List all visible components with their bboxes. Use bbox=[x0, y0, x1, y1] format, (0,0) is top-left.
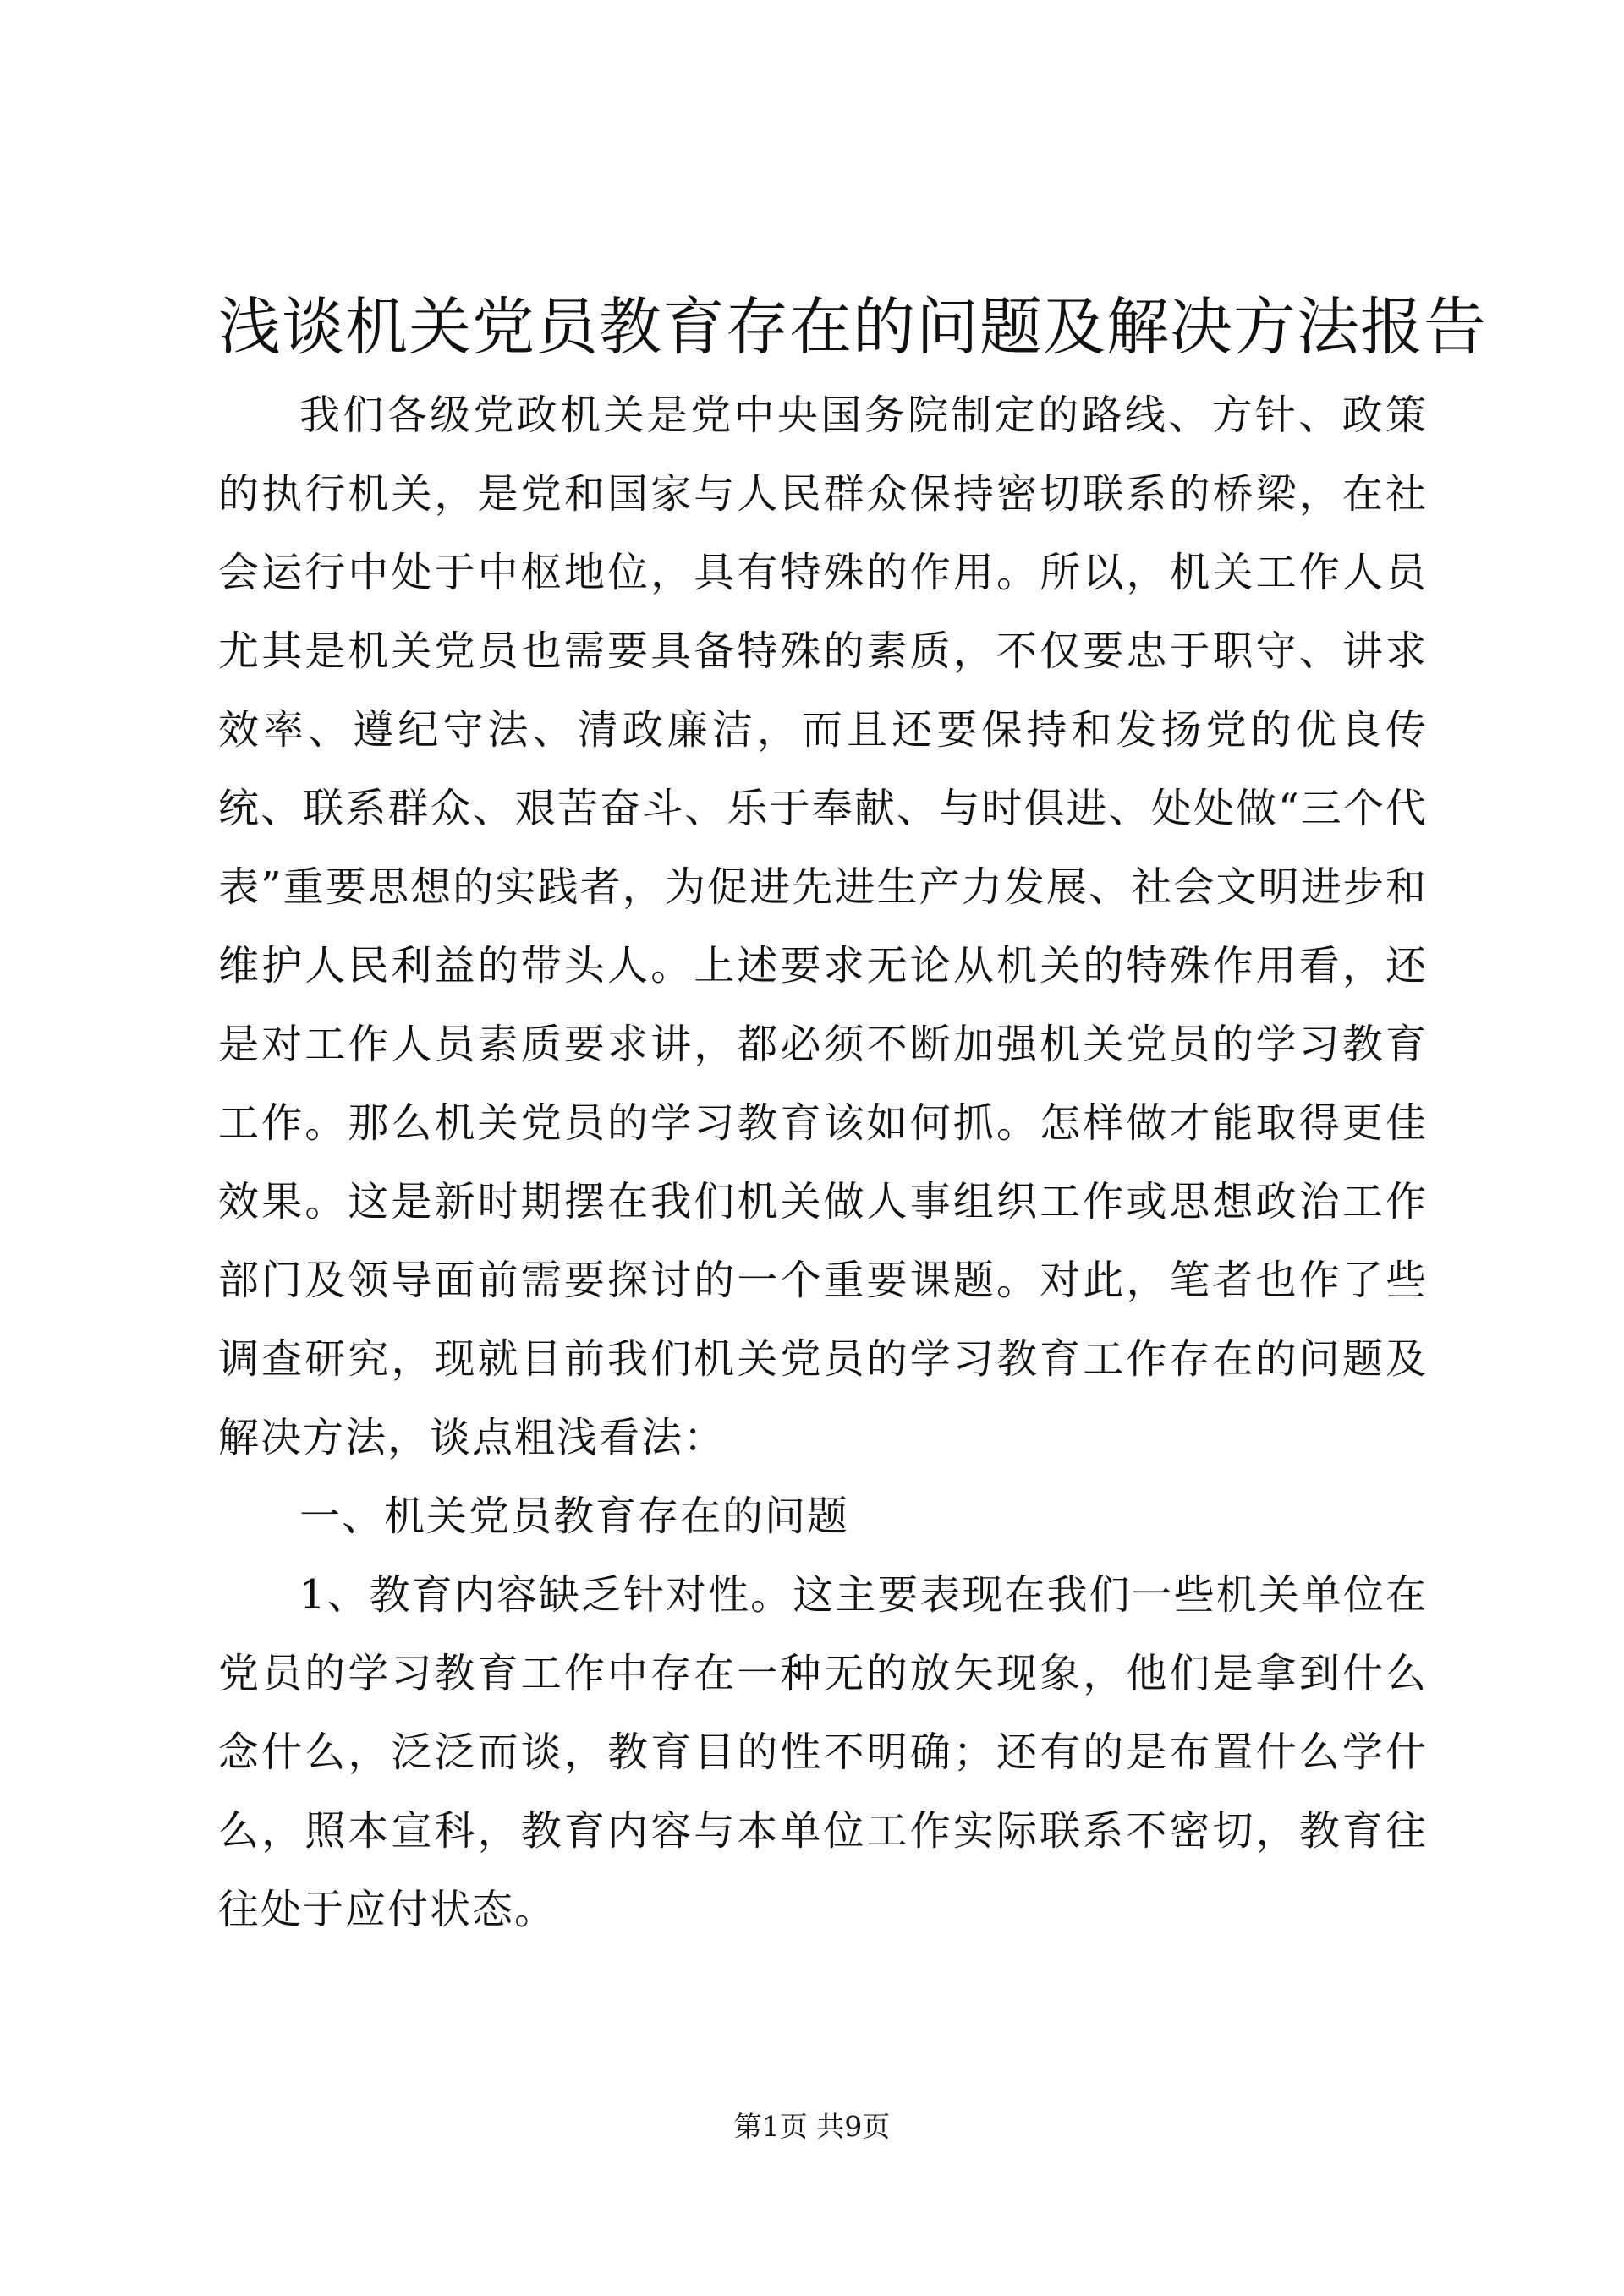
page-footer: 第1页 共9页 bbox=[733, 2110, 891, 2143]
document-body bbox=[218, 376, 1428, 1949]
document-title: 浅谈机关党员教育存在的问题及解决方法报告 bbox=[218, 291, 1487, 364]
section-heading: 一、机关党员教育存在的问题 bbox=[299, 1493, 850, 1540]
point-paragraph: 1、教育内容缺乏针对性。这主要表现在我们一些机关单位在党员的学习教育工作中存在一种无的放矢现象，他们是拿到什么念什么，泛泛而谈，教育目的性不明确；还有的是布置什么学什么，照本宣科，教育内容与本单位工作实际联系不密切，教育往往处于应付状态。 bbox=[218, 1571, 1428, 1933]
intro-paragraph: 我们各级党政机关是党中央国务院制定的路线、方针、政策的执行机关，是党和国家与人民群众保持密切联系的桥梁，在社会运行中处于中枢地位，具有特殊的作用。所以，机关工作人员尤其是机关党员也需要具备特殊的素质，不仅要忠于职守、讲求效率、遵纪守法、清政廉洁，而且还要保持和发扬党的优良传统、联系群众、艰苦奋斗、乐于奉献、与时俱进、处处做“三个代表”重要思想的实践者，为促进先进生产力发展、社会文明进步和维护人民利益的带头人。上述要求无论从机关的特殊作用看，还是对工作人员素质要求讲，都必须不断加强机关党员的学习教育工作。那么机关党员的学习教育该如何抓。怎样做才能取得更佳效果。这是新时期摆在我们机关做人事组织工作或思想政治工作部门及领导面前需要探讨的一个重要课题。对此，笔者也作了些调查研究，现就目前我们机关党员的学习教育工作存在的问题及解决方法，谈点粗浅看法： bbox=[218, 392, 1428, 1461]
